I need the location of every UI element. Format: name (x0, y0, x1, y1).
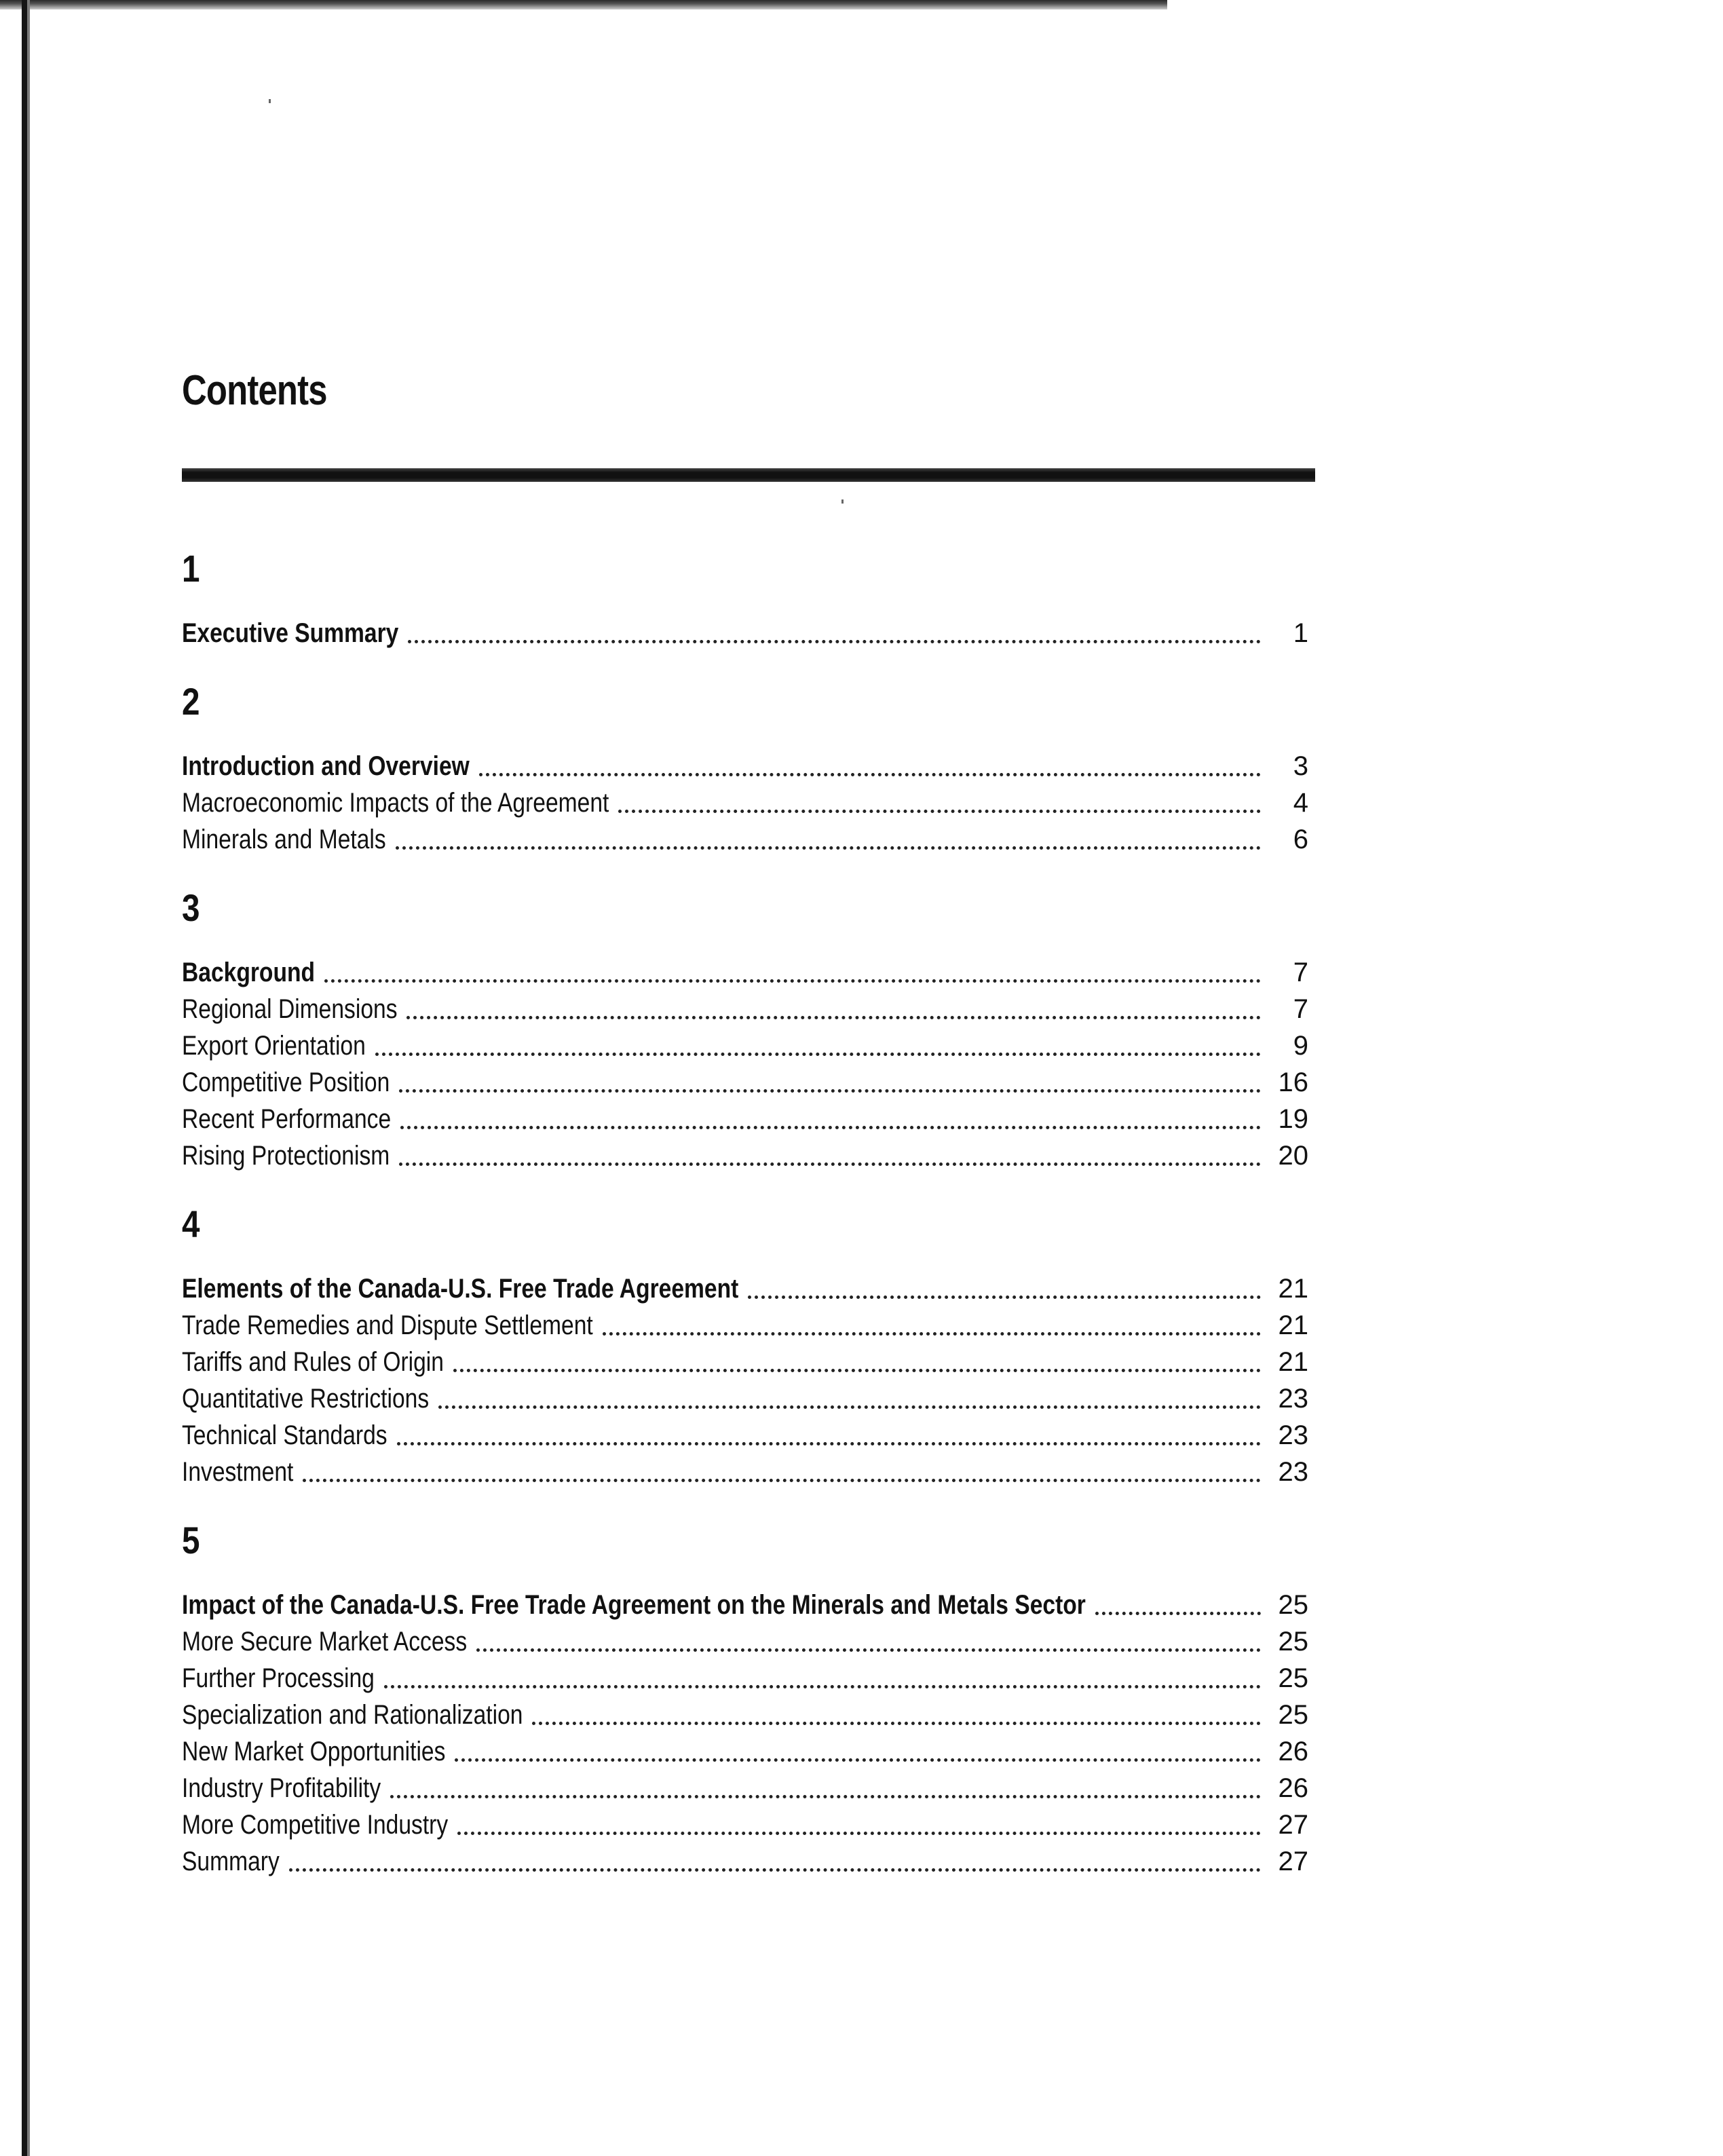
toc-subsection-entry[interactable] (182, 991, 1308, 1027)
toc-entry-title: Introduction and Overview (182, 751, 470, 781)
dot-leader (406, 1016, 1261, 1019)
dot-leader (384, 1685, 1261, 1688)
toc-chapter-entry[interactable] (182, 1587, 1308, 1623)
dot-leader (618, 810, 1261, 813)
toc-page-number: 25 (1278, 1700, 1308, 1730)
toc-subsection-entry[interactable] (182, 1770, 1308, 1807)
toc-subsection-entry[interactable] (182, 1344, 1308, 1380)
toc-subsection-entry[interactable] (182, 1380, 1308, 1417)
toc-entry-title: More Secure Market Access (182, 1627, 468, 1657)
scan-left-edge (22, 0, 27, 2156)
section-number: 5 (182, 1519, 200, 1562)
toc-entry-title: Technical Standards (182, 1420, 387, 1450)
dot-leader (399, 1089, 1261, 1093)
section-number: 4 (182, 1203, 200, 1245)
toc-chapter-entry[interactable] (182, 1270, 1308, 1307)
section-number: 3 (182, 886, 200, 929)
toc-subsection-entry[interactable] (182, 1623, 1308, 1660)
dot-leader (289, 1868, 1261, 1872)
scan-left-edge-shadow (27, 0, 30, 2156)
dot-leader (390, 1795, 1261, 1798)
toc-subsection-entry[interactable] (182, 1660, 1308, 1697)
scan-top-edge (0, 0, 1167, 10)
toc-entry-title: Rising Protectionism (182, 1141, 390, 1171)
dot-leader (400, 1126, 1261, 1129)
toc-entry-title: Minerals and Metals (182, 825, 386, 854)
toc-entry-title: Background (182, 958, 316, 987)
toc-section (182, 1515, 1308, 1880)
toc-page-number: 23 (1278, 1420, 1308, 1450)
toc-page-number: 25 (1278, 1590, 1308, 1620)
toc-entry-title: Elements of the Canada-U.S. Free Trade Agreement (182, 1274, 739, 1304)
toc-subsection-entry[interactable] (182, 1101, 1308, 1137)
dot-leader (457, 1832, 1261, 1835)
toc-subsection-entry[interactable] (182, 821, 1308, 858)
toc-subsection-entry[interactable] (182, 1027, 1308, 1064)
dot-leader (324, 979, 1261, 983)
toc-entry-title: Regional Dimensions (182, 994, 398, 1024)
dot-leader (748, 1296, 1261, 1299)
toc-chapter-entry[interactable] (182, 748, 1308, 784)
toc-subsection-entry[interactable] (182, 1807, 1308, 1843)
toc-page-number: 23 (1278, 1384, 1308, 1414)
dot-leader (375, 1053, 1261, 1056)
toc-page-number: 7 (1293, 958, 1308, 987)
toc-entry-title: Macroeconomic Impacts of the Agreement (182, 788, 609, 818)
toc-subsection-entry[interactable] (182, 784, 1308, 821)
dot-leader (476, 1648, 1261, 1652)
toc-page-number: 27 (1278, 1847, 1308, 1876)
toc-page-number: 25 (1278, 1663, 1308, 1693)
toc-page-number: 16 (1278, 1067, 1308, 1097)
toc-section (182, 1198, 1308, 1490)
dot-leader (399, 1162, 1261, 1166)
toc-entry-title: Impact of the Canada-U.S. Free Trade Agreement on the Minerals and Metals Sector (182, 1590, 1086, 1620)
toc-subsection-entry[interactable] (182, 1843, 1308, 1880)
toc-section (182, 676, 1308, 858)
toc-entry-title: Recent Performance (182, 1104, 392, 1134)
toc-page-number: 21 (1278, 1347, 1308, 1377)
toc-section (182, 543, 1308, 651)
section-number: 2 (182, 680, 200, 723)
dot-leader (397, 1442, 1261, 1445)
toc-subsection-entry[interactable] (182, 1697, 1308, 1733)
dot-leader (479, 773, 1261, 776)
dot-leader (532, 1722, 1261, 1725)
toc-entry-title: Further Processing (182, 1663, 375, 1693)
toc-page-number: 20 (1278, 1141, 1308, 1171)
toc-entry-title: Trade Remedies and Dispute Settlement (182, 1310, 593, 1340)
dot-leader (303, 1479, 1261, 1482)
toc-page-number: 25 (1278, 1627, 1308, 1657)
toc-page-number: 21 (1278, 1310, 1308, 1340)
toc-entry-title: New Market Opportunities (182, 1737, 446, 1766)
toc-entry-title: Tariffs and Rules of Origin (182, 1347, 444, 1377)
toc-entry-title: Investment (182, 1457, 294, 1487)
toc-entry-title: More Competitive Industry (182, 1810, 449, 1840)
page-title: Contents (182, 367, 327, 414)
toc-page-number: 23 (1278, 1457, 1308, 1487)
toc-page-number: 26 (1278, 1773, 1308, 1803)
scan-speck (269, 99, 271, 103)
table-of-contents (182, 543, 1308, 1904)
dot-leader (1095, 1612, 1261, 1615)
toc-entry-title: Industry Profitability (182, 1773, 381, 1803)
toc-page-number: 7 (1293, 994, 1308, 1024)
toc-page-number: 27 (1278, 1810, 1308, 1840)
dot-leader (408, 640, 1261, 643)
toc-chapter-entry[interactable] (182, 615, 1308, 651)
toc-page-number: 9 (1293, 1031, 1308, 1061)
toc-entry-title: Summary (182, 1847, 280, 1876)
toc-entry-title: Executive Summary (182, 618, 399, 648)
toc-subsection-entry[interactable] (182, 1417, 1308, 1454)
toc-entry-title: Quantitative Restrictions (182, 1384, 430, 1414)
toc-subsection-entry[interactable] (182, 1733, 1308, 1770)
dot-leader (455, 1758, 1261, 1762)
toc-entry-title: Competitive Position (182, 1067, 390, 1097)
toc-page-number: 3 (1293, 751, 1308, 781)
toc-page-number: 26 (1278, 1737, 1308, 1766)
toc-section (182, 882, 1308, 1174)
toc-subsection-entry[interactable] (182, 1454, 1308, 1490)
toc-page-number: 21 (1278, 1274, 1308, 1304)
toc-subsection-entry[interactable] (182, 1307, 1308, 1344)
dot-leader (453, 1369, 1261, 1372)
toc-page-number: 6 (1293, 825, 1308, 854)
toc-subsection-entry[interactable] (182, 1064, 1308, 1101)
dot-leader (603, 1332, 1261, 1336)
toc-subsection-entry[interactable] (182, 1137, 1308, 1174)
toc-entry-title: Export Orientation (182, 1031, 366, 1061)
toc-page-number: 19 (1278, 1104, 1308, 1134)
toc-page-number: 1 (1293, 618, 1308, 648)
section-number: 1 (182, 547, 200, 590)
scan-speck (841, 499, 844, 504)
dot-leader (396, 846, 1261, 850)
dot-leader (438, 1405, 1261, 1409)
toc-entry-title: Specialization and Rationalization (182, 1700, 523, 1730)
title-rule (182, 468, 1315, 482)
toc-chapter-entry[interactable] (182, 954, 1308, 991)
toc-page-number: 4 (1293, 788, 1308, 818)
